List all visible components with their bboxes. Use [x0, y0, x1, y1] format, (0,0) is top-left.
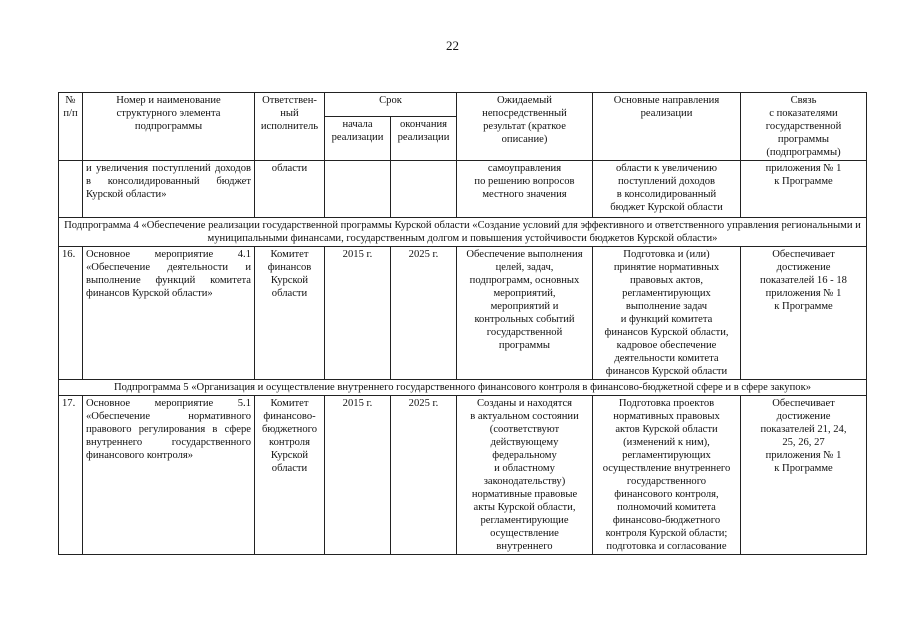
cell-expected: самоуправления по решению вопросов местного значения	[457, 161, 593, 218]
header-name: Номер и наименование структурного элемента подпрограммы	[83, 93, 255, 161]
cell-num: 17.	[59, 396, 83, 555]
header-executor: Ответствен- ный исполнитель	[255, 93, 325, 161]
cell-executor: Комитет финансово- бюджетного контроля Курской области	[255, 396, 325, 555]
subprogram-5-title: Подпрограмма 5 «Организация и осуществление внутреннего государственного финансового контроля в финансово-бюджетной сфере и в сфере закупок»	[59, 380, 867, 396]
cell-num	[59, 161, 83, 218]
cell-directions: Подготовка и (или) принятие нормативных правовых актов, регламентирующих выполнение задач и функций комитета финансов Курской области, кадровое обеспечение деятельности комитета финансов Курской области	[593, 247, 741, 380]
cell-directions: области к увеличению поступлений доходов в консолидированный бюджет Курской области	[593, 161, 741, 218]
cell-end: 2025 г.	[391, 396, 457, 555]
table-row-16	[59, 247, 867, 380]
cell-start: 2015 г.	[325, 396, 391, 555]
cell-link: Обеспечивает достижение показателей 16 - 18 приложения № 1 к Программе	[741, 247, 867, 380]
header-term: Срок	[325, 93, 457, 117]
cell-start	[325, 161, 391, 218]
page-number: 22	[446, 38, 459, 53]
header-expected: Ожидаемый непосредственный результат (краткое описание)	[457, 93, 593, 161]
cell-name: Основное мероприятие 4.1 «Обеспечение деятельности и выполнение функций комитета финансов Курской области»	[83, 247, 255, 380]
header-term-start: начала реализации	[325, 117, 391, 161]
cell-num: 16.	[59, 247, 83, 380]
cell-link: приложения № 1 к Программе	[741, 161, 867, 218]
header-directions: Основные направления реализации	[593, 93, 741, 161]
subprogram-4-title: Подпрограмма 4 «Обеспечение реализации государственной программы Курской области «Создание условий для эффективного и ответственного управления региональными и муниципальными финансами, государственным долгом и повышения устойчивости бюджетов Курской области»	[59, 218, 867, 247]
program-table	[58, 92, 867, 555]
cell-end: 2025 г.	[391, 247, 457, 380]
cell-executor: Комитет финансов Курской области	[255, 247, 325, 380]
cell-name: Основное мероприятие 5.1 «Обеспечение нормативного правового регулирования в сфере внутреннего государственного финансового контроля»	[83, 396, 255, 555]
header-num: № п/п	[59, 93, 83, 161]
cell-start: 2015 г.	[325, 247, 391, 380]
cell-expected: Созданы и находятся в актуальном состоянии (соответствуют действующему федеральному и областному законодательству) нормативные правовые акты Курской области, регламентирующие осуществление внутреннего	[457, 396, 593, 555]
cell-end	[391, 161, 457, 218]
table-row-17	[59, 396, 867, 555]
header-term-end: окончания реализации	[391, 117, 457, 161]
subprogram-4-row	[59, 218, 867, 247]
header-link: Связь с показателями государственной программы (подпрограммы)	[741, 93, 867, 161]
cell-executor: области	[255, 161, 325, 218]
cell-name: и увеличения поступлений доходов в консолидированный бюджет Курской области»	[83, 161, 255, 218]
subprogram-5-row	[59, 380, 867, 396]
table-header-row	[59, 93, 867, 117]
cell-link: Обеспечивает достижение показателей 21, 24, 25, 26, 27 приложения № 1 к Программе	[741, 396, 867, 555]
table-row-continuation	[59, 161, 867, 218]
cell-expected: Обеспечение выполнения целей, задач, подпрограмм, основных мероприятий, мероприятий и контрольных событий государственной программы	[457, 247, 593, 380]
cell-directions: Подготовка проектов нормативных правовых актов Курской области (изменений к ним), регламентирующих осуществление внутреннего государственного финансового контроля, полномочий комитета финансово-бюджетного контроля Курской области; подготовка и согласование	[593, 396, 741, 555]
